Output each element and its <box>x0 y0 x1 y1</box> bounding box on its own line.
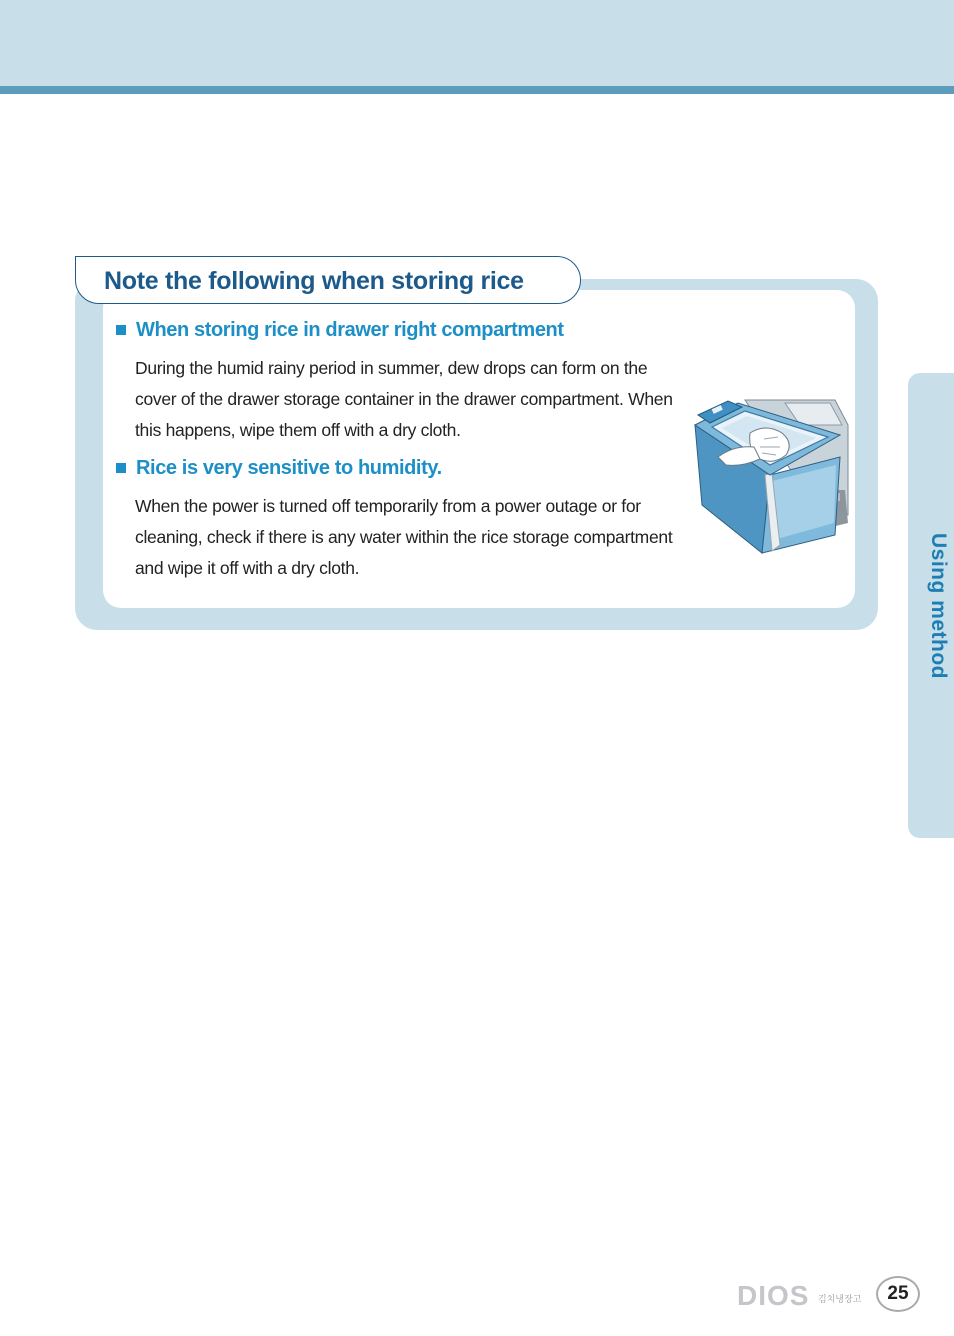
side-tab <box>908 373 954 838</box>
page-number: 25 <box>876 1276 920 1312</box>
paragraph-line: cover of the drawer storage container in the drawer compartment. When <box>135 389 673 409</box>
paragraph-line: and wipe it off with a dry cloth. <box>135 558 360 578</box>
paragraph-line: cleaning, check if there is any water within the rice storage compartment <box>135 527 673 547</box>
paragraph-line: When the power is turned off temporarily from a power outage or for <box>135 496 641 516</box>
header-rule <box>0 86 954 94</box>
item-heading: When storing rice in drawer right compartment <box>136 319 564 341</box>
item-paragraph <box>135 491 685 584</box>
bullet-square-icon <box>116 463 126 473</box>
section-title-pill <box>75 256 581 304</box>
bullet-square-icon <box>116 325 126 335</box>
brand-logo: DIOS <box>737 1280 810 1311</box>
item-paragraph <box>135 353 685 446</box>
drawer-wiping-illustration <box>690 395 850 557</box>
section-title: Note the following when storing rice <box>104 267 524 295</box>
header-band <box>0 0 954 86</box>
paragraph-line: this happens, wipe them off with a dry cloth. <box>135 420 461 440</box>
brand-subtitle: 김치냉장고 <box>818 1294 862 1304</box>
item-heading: Rice is very sensitive to humidity. <box>136 457 442 479</box>
side-tab-label: Using method <box>927 533 950 679</box>
paragraph-line: During the humid rainy period in summer, dew drops can form on the <box>135 358 648 378</box>
